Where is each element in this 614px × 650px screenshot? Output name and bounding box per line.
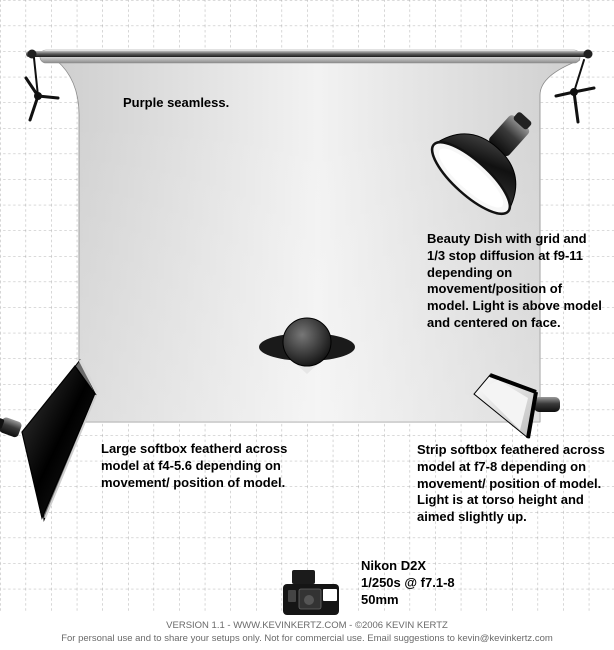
footer-version-line: VERSION 1.1 - WWW.KEVINKERTZ.COM - ©2006 KEVIN KERTZ	[166, 620, 448, 631]
camera-model: Nikon D2X	[361, 558, 427, 573]
backdrop-label: Purple seamless.	[123, 95, 230, 110]
camera-lens: 50mm	[361, 591, 399, 607]
beauty-dish-label: Beauty Dish with grid and 1/3 stop diffusion at f9-11 depending on movement/position of model. Light is above model and centered on face.	[427, 231, 602, 330]
large-softbox-label: Large softbox featherd across model at f4-5.6 depending on movement/ position of model.	[101, 441, 288, 490]
footer-usage-line: For personal use and to share your setups only. Not for commercial use. Email suggestions to kevin@kevinkertz.com	[61, 633, 553, 644]
camera-settings-label	[361, 558, 455, 608]
strip-softbox-label: Strip softbox feathered across model at f7-8 depending on movement/ position of model. Light is at torso height and aimed slightly up.	[417, 442, 605, 525]
camera-exposure: 1/250s @ f7.1-8	[361, 574, 455, 590]
